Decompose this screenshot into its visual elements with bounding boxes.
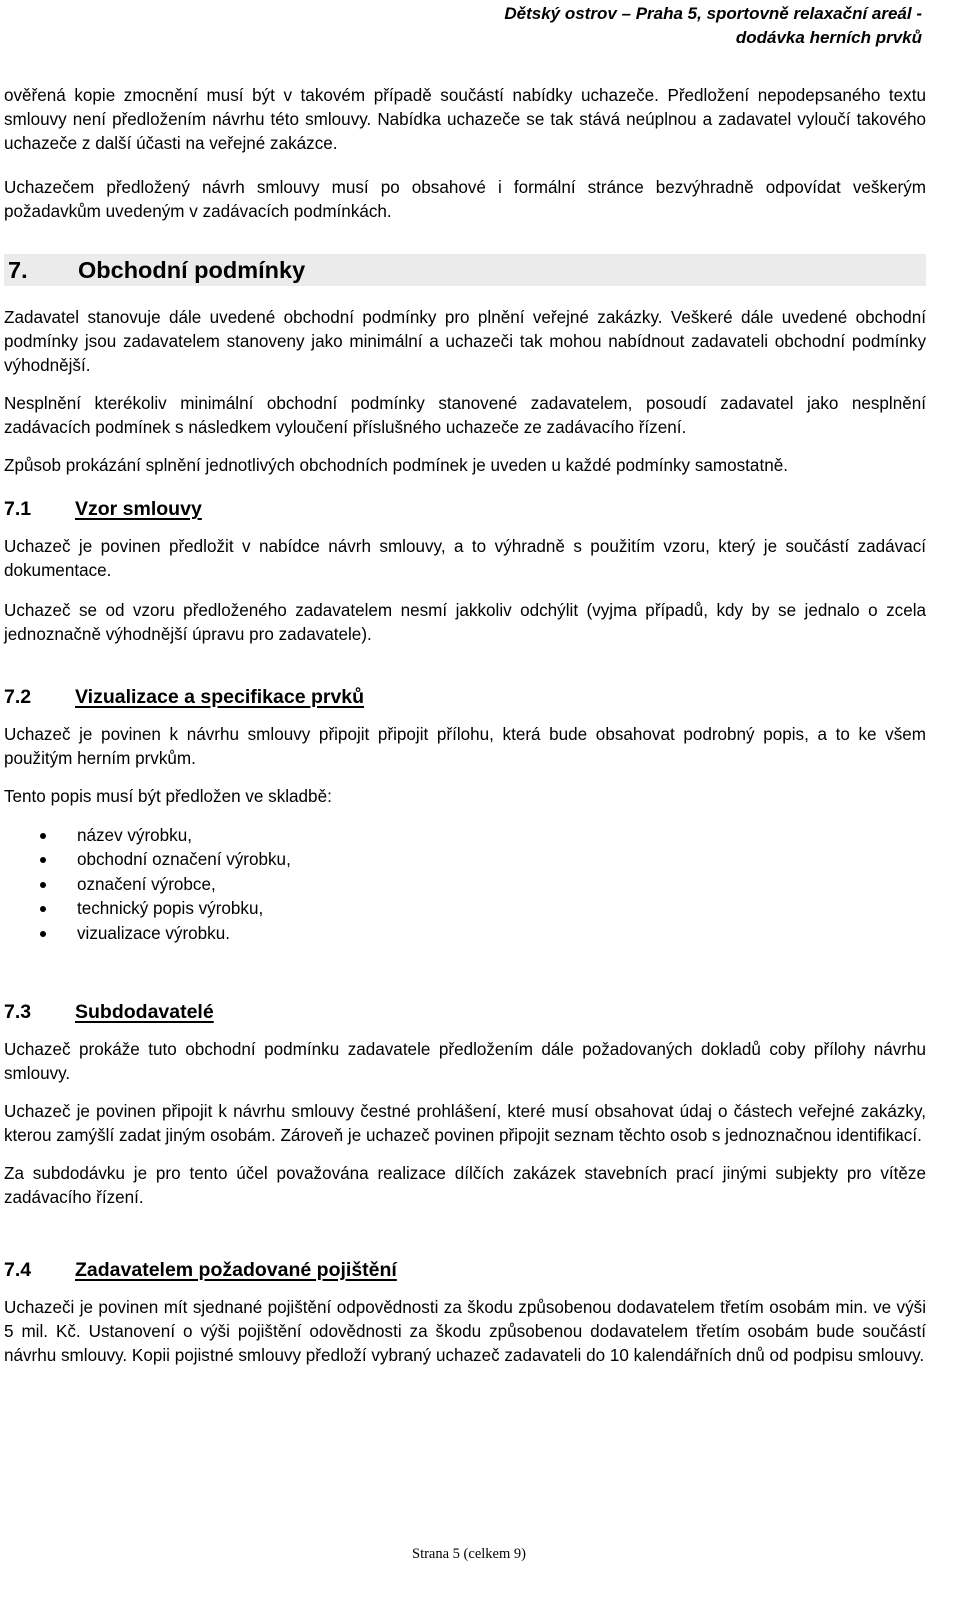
intro-paragraph-1: ověřená kopie zmocnění musí být v takovém případě součástí nabídky uchazeče. Předložení nepodepsaného textu smlouvy není předložením návrhu této smlouvy. Nabídka uchazeče se tak stává neúplnou a zadavatel vyloučí takového uchazeče z další účasti na veřejné zakázce. — [4, 86, 926, 153]
skladba-list — [4, 824, 926, 946]
section-number: 7. — [8, 256, 28, 283]
subsection-7-1-heading — [4, 495, 926, 523]
subsection-7-3-paragraph-1: Uchazeč prokáže tuto obchodní podmínku zadavatele předložením dále požadovaných dokladů coby přílohy návrhu smlouvy. — [4, 1040, 926, 1084]
subsection-title: Zadavatelem požadované pojištění — [75, 1259, 397, 1282]
subsection-number: 7.2 — [4, 686, 32, 708]
subsection-7-4-heading — [4, 1256, 926, 1284]
subsection-title: Vzor smlouvy — [75, 498, 202, 520]
list-item: obchodní označení výrobku, — [4, 848, 926, 872]
subsection-number: 7.4 — [4, 1259, 32, 1282]
section-title: Obchodní podmínky — [78, 256, 306, 283]
page-footer: Strana 5 (celkem 9) — [412, 1546, 526, 1562]
bullet-icon — [40, 931, 46, 937]
bullet-icon — [40, 882, 46, 888]
document-body — [4, 84, 926, 1368]
list-item: označení výrobce, — [4, 873, 926, 897]
subsection-number: 7.1 — [4, 498, 32, 520]
subsection-title: Subdodavatelé — [75, 1001, 214, 1024]
subsection-7-3-paragraph-2: Uchazeč je povinen připojit k návrhu smlouvy čestné prohlášení, které musí obsahovat údaj o částech veřejné zakázky, kterou zamýšlí zadat jiným osobám. Zároveň je uchazeč povinen připojit seznam těchto osob s jednoznačnou identifikací. — [4, 1102, 926, 1146]
subsection-7-1-paragraph-2: Uchazeč se od vzoru předloženého zadavatelem nesmí jakkoliv odchýlit (vyjma případů, kdy by se jednalo o zcela jednoznačně výhodnější úpravu pro zadavatele). — [4, 601, 926, 644]
list-item: technický popis výrobku, — [4, 897, 926, 921]
intro-paragraph-2: Uchazečem předložený návrh smlouvy musí po obsahové i formální stránce bezvýhradně odpovídat veškerým požadavkům uvedeným v zadávacích podmínkách. — [4, 178, 926, 221]
section-7-heading — [4, 254, 926, 286]
subsection-7-3-heading — [4, 998, 926, 1026]
subsection-7-4-paragraph-1: Uchazeči je povinen mít sjednané pojištění odpovědnosti za škodu způsobenou dodavatelem třetím osobám min. ve výši 5 mil. Kč. Ustanovení o výši pojištění odovědnosti za škodu způsobenou dodavatelem třetím osobám bude součástí návrhu smlouvy. Kopii pojistné smlouvy předloží vybraný uchazeč zadavateli do 10 kalendářních dnů od podpisu smlouvy. — [4, 1298, 926, 1366]
list-item: vizualizace výrobku. — [4, 922, 926, 946]
subsection-7-2-paragraph-2: Tento popis musí být předložen ve skladbě: — [4, 787, 332, 806]
bullet-icon — [40, 833, 46, 839]
subsection-7-2-heading — [4, 683, 926, 711]
subsection-number: 7.3 — [4, 1001, 32, 1024]
bullet-icon — [40, 906, 46, 912]
section-7-paragraph-3: Způsob prokázání splnění jednotlivých obchodních podmínek je uveden u každé podmínky samostatně. — [4, 456, 788, 475]
section-7-paragraph-1: Zadavatel stanovuje dále uvedené obchodní podmínky pro plnění veřejné zakázky. Veškeré dále uvedené obchodní podmínky jsou zadavatelem stanoveny jako minimální a uchazeči tak mohou nabídnout zadavateli obchodní podmínky výhodnější. — [4, 308, 926, 375]
header-line-2: dodávka herních prvků — [735, 28, 922, 47]
subsection-title: Vizualizace a specifikace prvků — [75, 686, 365, 708]
page-header — [504, 2, 922, 50]
subsection-7-2-paragraph-1: Uchazeč je povinen k návrhu smlouvy připojit připojit přílohu, která bude obsahovat podrobný popis, a to ke všem použitým herním prvkům. — [4, 725, 926, 768]
list-item: název výrobku, — [4, 824, 926, 848]
bullet-icon — [40, 857, 46, 863]
section-7-paragraph-2: Nesplnění kterékoliv minimální obchodní podmínky stanovené zadavatelem, posoudí zadavatel jako nesplnění zadávacích podmínek s následkem vyloučení příslušného uchazeče ze zadávacího řízení. — [4, 394, 926, 437]
subsection-7-1-paragraph-1: Uchazeč je povinen předložit v nabídce návrh smlouvy, a to výhradně s použitím vzoru, který je součástí zadávací dokumentace. — [4, 537, 926, 580]
header-line-1: Dětský ostrov – Praha 5, sportovně relaxační areál - — [504, 4, 922, 23]
subsection-7-3-paragraph-3: Za subdodávku je pro tento účel považována realizace dílčích zakázek stavebních prací jinými subjekty pro vítěze zadávacího řízení. — [4, 1164, 926, 1208]
